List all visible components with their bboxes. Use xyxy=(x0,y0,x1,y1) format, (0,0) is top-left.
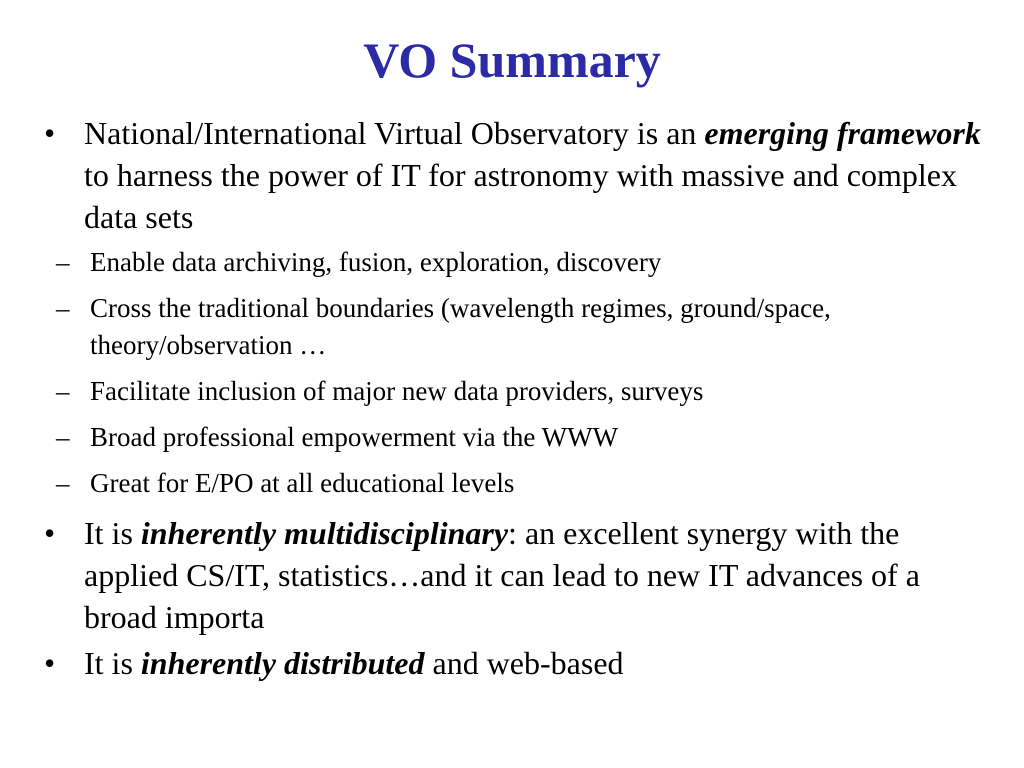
bullet-1-text-post: to harness the power of IT for astronomy with massive and complex data sets xyxy=(84,157,957,235)
bullet-icon: • xyxy=(44,115,56,151)
bullet-1-text-pre: National/International Virtual Observatory is an xyxy=(84,115,705,151)
bullet-1-emphasis: emerging framework xyxy=(704,115,981,151)
bullet-3-emphasis: inherently distributed xyxy=(140,645,425,681)
bullet-3-text-post: and web-based xyxy=(424,645,624,681)
dash-icon: – xyxy=(56,293,70,323)
bullet-2-text-post: : an excellent synergy with the applied CS/IT, statistics…and it can lead to new IT advances of a broad importa xyxy=(84,515,920,635)
bullet-icon: • xyxy=(44,515,56,551)
bullet-item-2 xyxy=(44,512,994,638)
bullet-item-3 xyxy=(44,642,994,684)
sub-bullet-4-text: Broad professional empowerment via the WWW xyxy=(90,422,619,452)
bullet-icon: • xyxy=(44,645,56,681)
bullet-3-text-pre: It is xyxy=(84,645,141,681)
sub-bullet-2-text: Cross the traditional boundaries (wavelength regimes, ground/space, theory/observation … xyxy=(90,293,831,360)
slide-body xyxy=(44,112,994,688)
sub-bullet-item-2 xyxy=(44,290,994,364)
sub-bullet-5-text: Great for E/PO at all educational levels xyxy=(90,468,515,498)
bullet-item-1 xyxy=(44,112,994,238)
slide-title: VO Summary xyxy=(363,32,661,88)
sub-bullet-3-text: Facilitate inclusion of major new data providers, surveys xyxy=(90,376,704,406)
dash-icon: – xyxy=(56,468,70,498)
bullet-2-emphasis: inherently multidisciplinary xyxy=(140,515,509,551)
dash-icon: – xyxy=(56,247,70,277)
dash-icon: – xyxy=(56,376,70,406)
sub-bullet-item-4 xyxy=(44,419,994,456)
bullet-2-text-pre: It is xyxy=(84,515,141,551)
sub-bullet-list xyxy=(44,244,994,502)
sub-bullet-item-3 xyxy=(44,373,994,410)
dash-icon: – xyxy=(56,422,70,452)
sub-bullet-1-text: Enable data archiving, fusion, exploration, discovery xyxy=(90,247,662,277)
sub-bullet-item-1 xyxy=(44,244,994,281)
sub-bullet-item-5 xyxy=(44,465,994,502)
